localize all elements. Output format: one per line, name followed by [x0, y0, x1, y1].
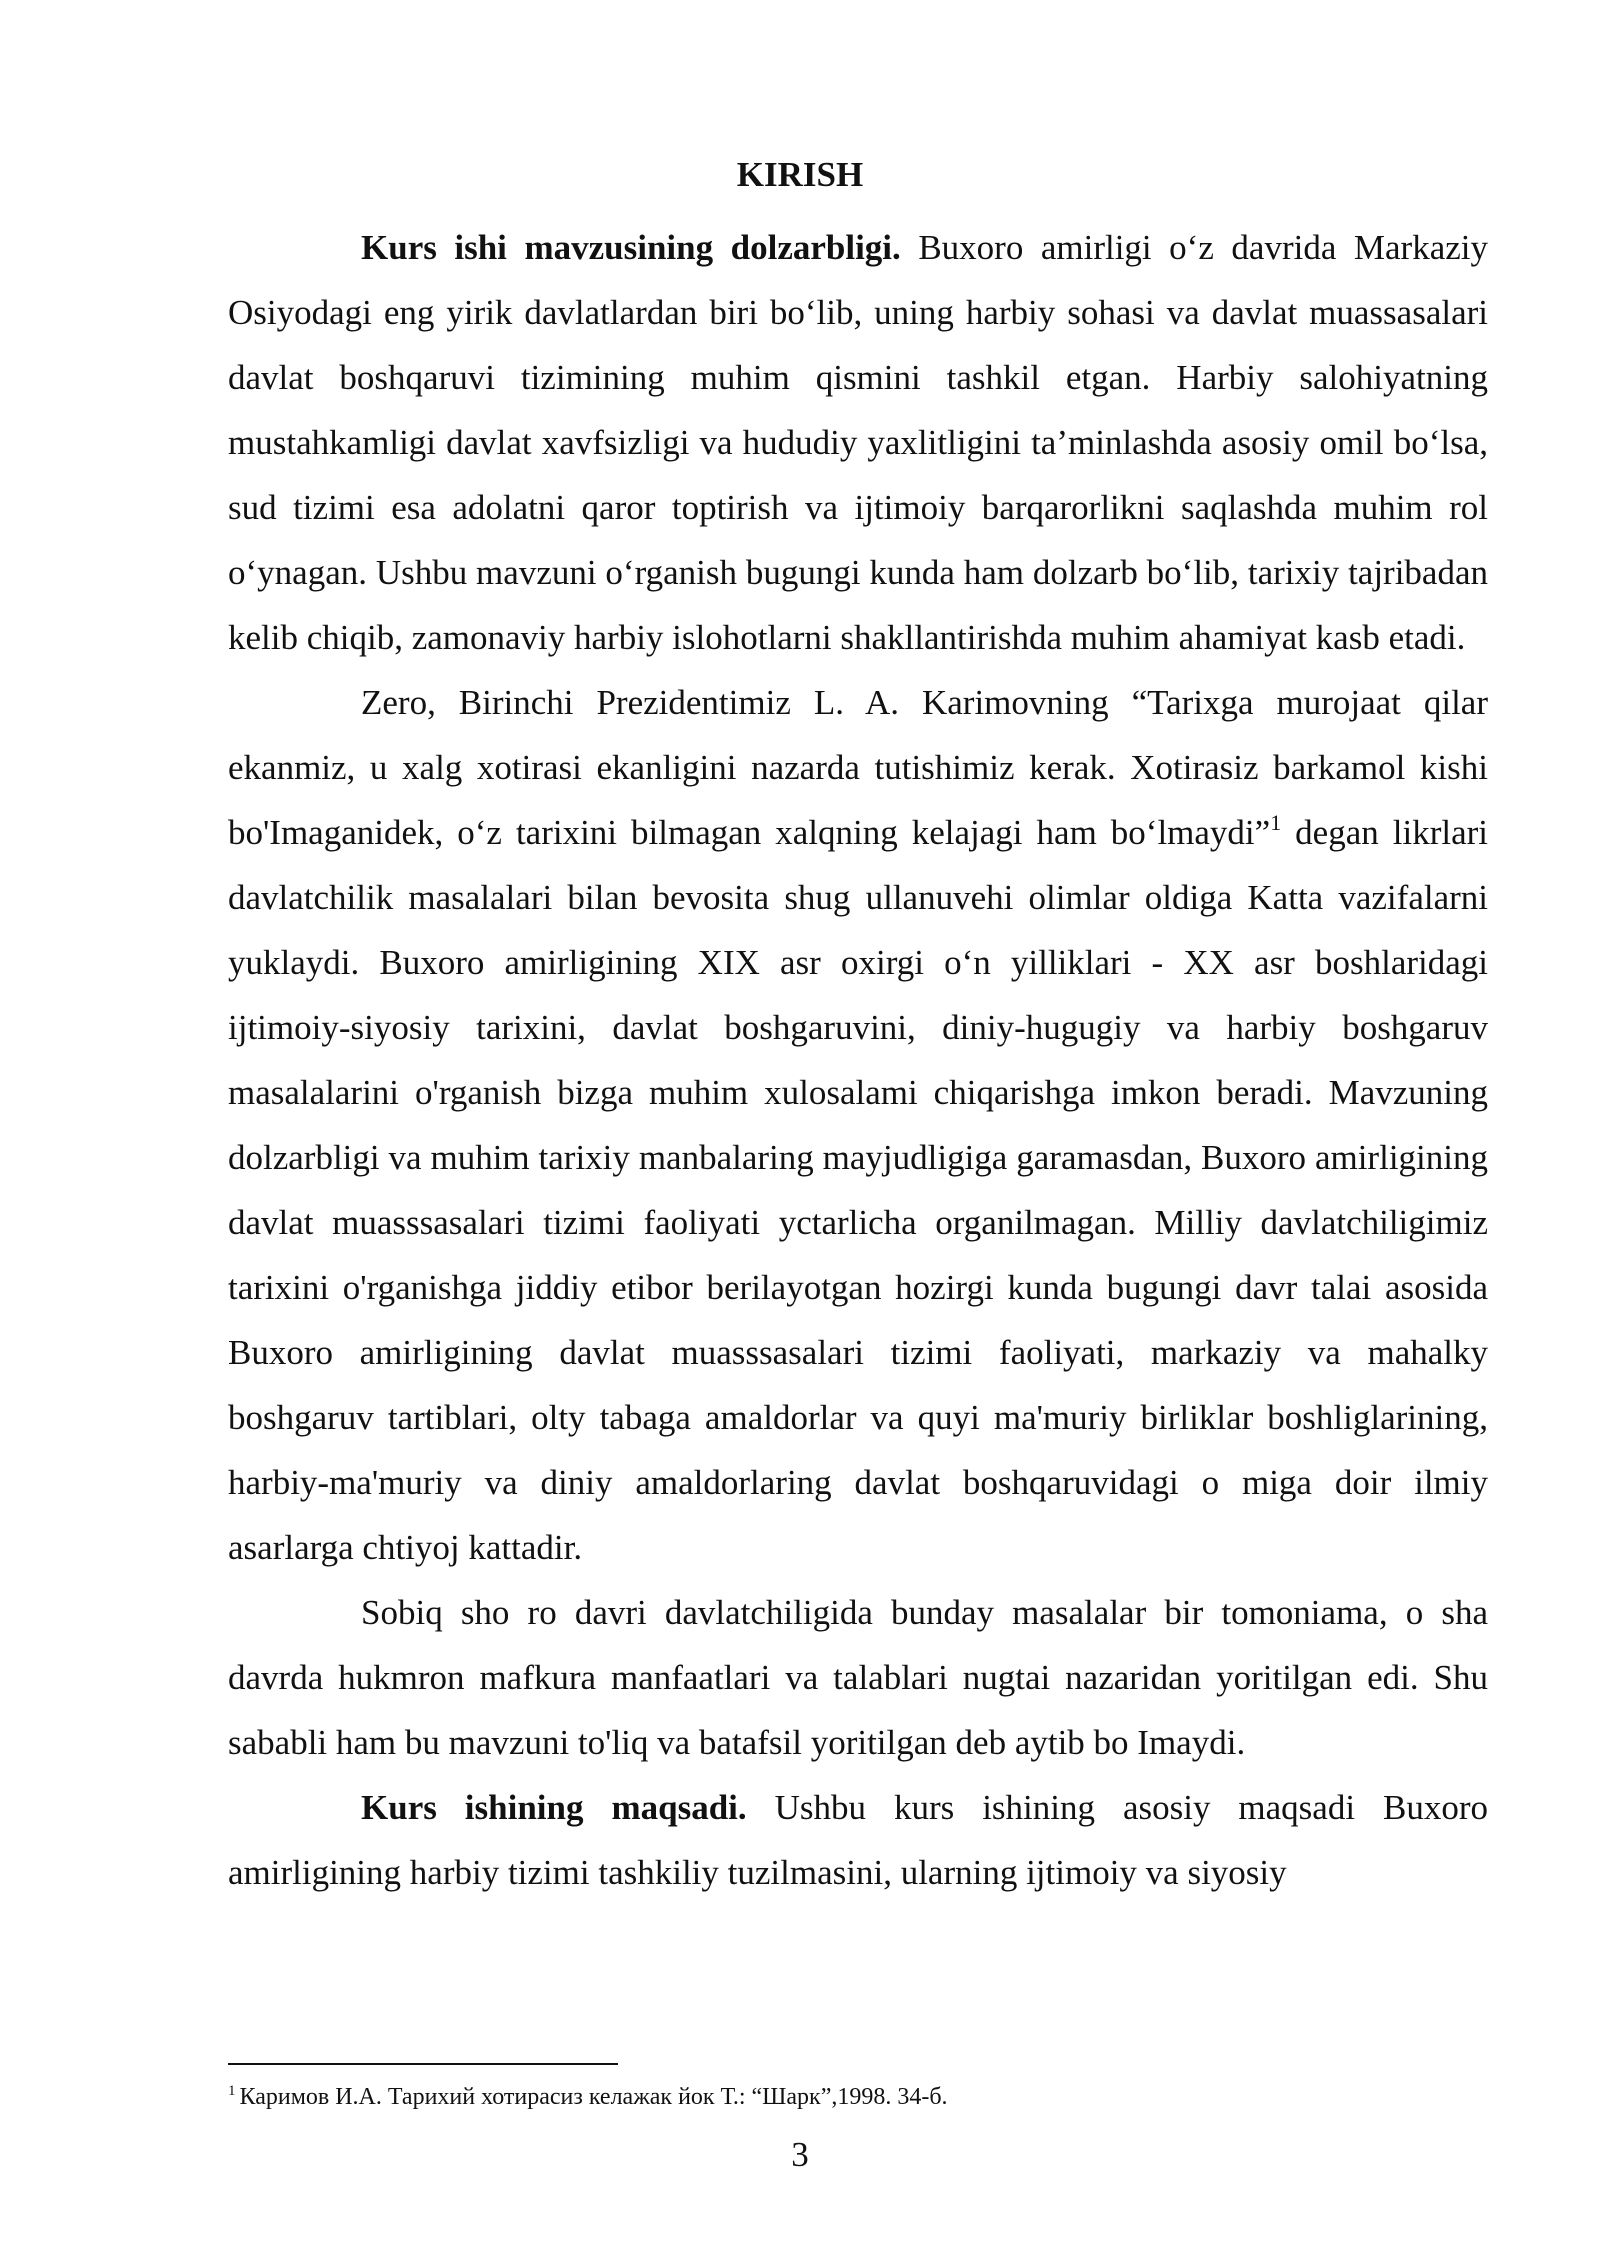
footnote-text: Каримов И.А. Тарихий хотирасиз келажак йок Т.: “Шарк”,1998. 34-б. — [239, 2084, 948, 2110]
paragraph-text: Sobiq sho ro davri davlatchiligida bunday masalalar bir tomoniama, o sha davrda hukmron mafkura manfaatlari va talablari nugtai nazaridan yoritilgan edi. Shu sababli ham bu mavzuni to'liq va batafsil yoritilgan deb aytib bo Imaydi. — [228, 1593, 1488, 1762]
paragraph-text: Buxoro amirligi o‘z davrida Markaziy Osiyodagi eng yirik davlatlardan biri bo‘lib, uning harbiy sohasi va davlat muassasalari davlat boshqaruvi tizimining muhim qismini tashkil etgan. Harbiy salohiyatning mustahkamligi davlat xavfsizligi va hududiy yaxlitligini ta’minlashda asosiy omil bo‘lsa, sud tizimi esa adolatni qaror toptirish va ijtimoiy barqarorlikni saqlashda muhim rol o‘ynagan. Ushbu mavzuni o‘rganish bugungi kunda ham dolzarb bo‘lib, tarixiy tajribadan kelib chiqib, zamonaviy harbiy islohotlarni shakllantirishda muhim ahamiyat kasb etadi. — [228, 228, 1488, 657]
paragraph-lead: Kurs ishi mavzusining dolzarbligi. — [361, 228, 901, 267]
page-title: KIRISH — [736, 155, 864, 194]
paragraph-text: Ushbu kurs ishining asosiy maqsadi Buxoro amirligining harbiy tizimi tashkiliy tuzilmasini, ularning ijtimoiy va siyosiy — [228, 1788, 1488, 1892]
paragraph-relevance — [228, 215, 1488, 670]
paragraph-soviet-period — [228, 1580, 1488, 1775]
body-text — [228, 215, 1488, 1905]
paragraph-text: degan likrlari davlatchilik masalalari bilan bevosita shug ullanuvehi olimlar oldiga Katta vazifalarni yuklaydi. Buxoro amirligining XIX asr oxirgi o‘n yilliklari - XX asr boshlaridagi ijtimoiy-siyosiy tarixini, davlat boshgaruvini, diniy-hugugiy va harbiy boshgaruv masalalarini o'rganish bizga muhim xulosalami chiqarishga imkon beradi. Mavzuning dolzarbligi va muhim tarixiy manbalaring mayjudligiga garamasdan, Buxoro amirligining davlat muasssasalari tizimi faoliyati yctarlicha organilmagan. Milliy davlatchiligimiz tarixini o'rganishga jiddiy etibor berilayotgan hozirgi kunda bugungi davr talai asosida Buxoro amirligining davlat muasssasalari tizimi faoliyati, markaziy va mahalky boshgaruv tartiblari, olty tabaga amaldorlar va quyi ma'muriy birliklar boshliglarining, harbiy-ma'muriy va diniy amaldorlaring davlat boshqaruvidagi o miga doir ilmiy asarlarga chtiyoj kattadir. — [228, 813, 1488, 1567]
footnote-divider — [228, 2063, 618, 2065]
paragraph-goal — [228, 1775, 1488, 1905]
paragraph-quote — [228, 670, 1488, 1580]
page-number: 3 — [791, 2135, 809, 2174]
paragraph-text: Zero, Birinchi Prezidentimiz L. A. Karimovning “Tarixga murojaat qilar ekanmiz, u xalg xotirasi ekanligini nazarda tutishimiz kerak. Xotirasiz barkamol kishi bo'Imaganidek, o‘z tarixini bilmagan xalqning kelajagi ham bo‘lmaydi” — [228, 683, 1488, 852]
paragraph-lead: Kurs ishining maqsadi. — [361, 1788, 747, 1827]
footnote-reference[interactable]: 1 — [1270, 810, 1282, 835]
footnote-number: 1 — [228, 2083, 236, 2099]
footnote — [228, 2080, 1488, 2114]
